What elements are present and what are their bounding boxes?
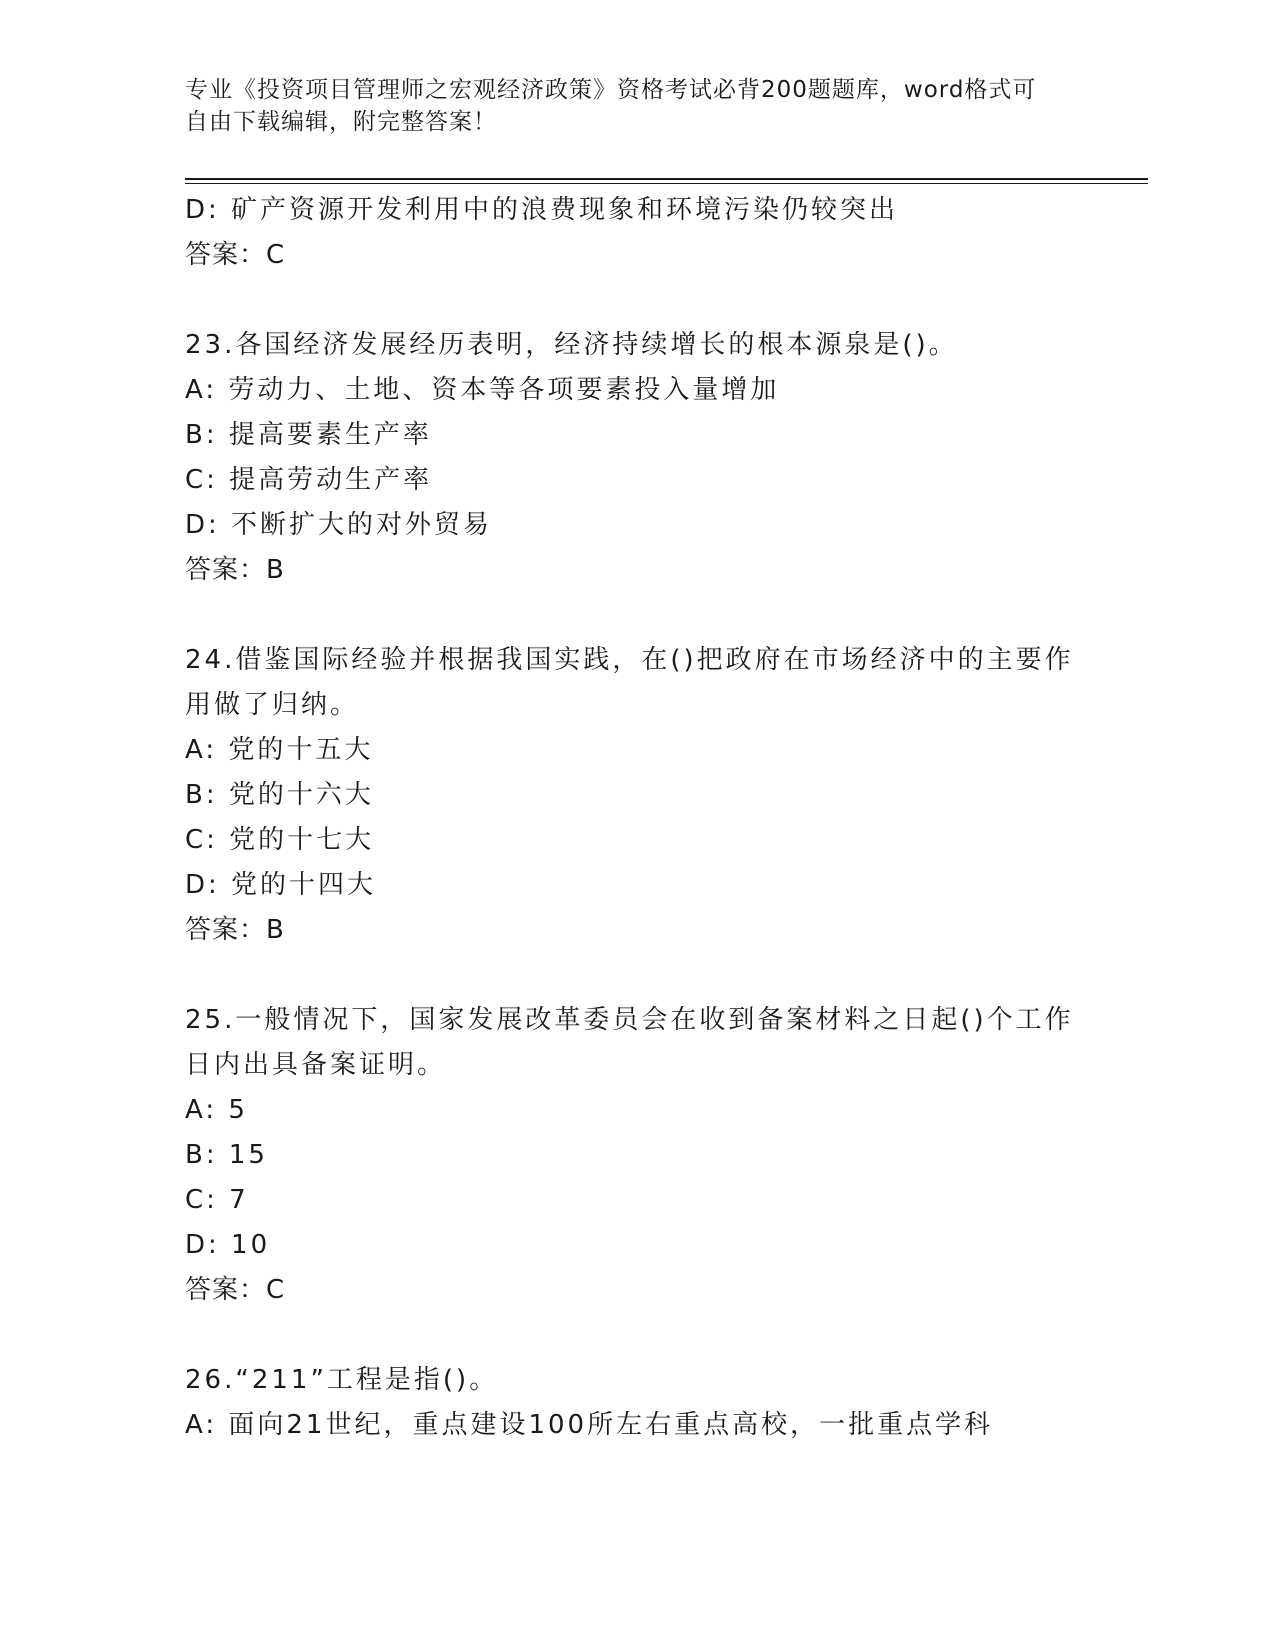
option-a: A: 面向21世纪，重点建设100所左右重点高校，一批重点学科 bbox=[185, 1410, 994, 1440]
question-stem-continued: 日内出具备案证明。 bbox=[185, 1050, 447, 1080]
option-b: B: 党的十六大 bbox=[185, 780, 374, 810]
question-23 bbox=[185, 323, 1085, 593]
option-a: A: 5 bbox=[185, 1095, 248, 1125]
document-body bbox=[185, 188, 1085, 1448]
question-stem-continued: 用做了归纳。 bbox=[185, 690, 360, 720]
question-stem: 25.一般情况下，国家发展改革委员会在收到备案材料之日起()个工作 bbox=[185, 1005, 1074, 1035]
question-answer: 答案：B bbox=[185, 555, 285, 585]
option-b: B: 15 bbox=[185, 1140, 268, 1170]
question-answer: 答案：C bbox=[185, 1275, 286, 1305]
question-26 bbox=[185, 1358, 1085, 1448]
option-b: B: 提高要素生产率 bbox=[185, 420, 432, 450]
option-c: C: 党的十七大 bbox=[185, 825, 375, 855]
option-d: D: 10 bbox=[185, 1230, 271, 1260]
question-25 bbox=[185, 998, 1085, 1313]
option-d: D: 不断扩大的对外贸易 bbox=[185, 510, 493, 540]
page-header bbox=[185, 74, 1085, 138]
question-stem: 26.“211”工程是指()。 bbox=[185, 1365, 499, 1395]
option-a: A: 劳动力、土地、资本等各项要素投入量增加 bbox=[185, 375, 780, 405]
header-line-2: 自由下载编辑，附完整答案！ bbox=[185, 109, 497, 135]
question-stem: 23.各国经济发展经历表明，经济持续增长的根本源泉是()。 bbox=[185, 330, 958, 360]
carryover-option-d: D: 矿产资源开发利用中的浪费现象和环境污染仍较突出 bbox=[185, 195, 899, 225]
option-d: D: 党的十四大 bbox=[185, 870, 377, 900]
option-a: A: 党的十五大 bbox=[185, 735, 374, 765]
header-line-1: 专业《投资项目管理师之宏观经济政策》资格考试必背200题题库，word格式可 bbox=[185, 77, 1037, 103]
question-stem: 24.借鉴国际经验并根据我国实践，在()把政府在市场经济中的主要作 bbox=[185, 645, 1074, 675]
header-rule-thick bbox=[185, 178, 1148, 180]
header-rule-thin bbox=[185, 183, 1148, 184]
option-c: C: 7 bbox=[185, 1185, 249, 1215]
question-answer: 答案：B bbox=[185, 915, 285, 945]
option-c: C: 提高劳动生产率 bbox=[185, 465, 433, 495]
carryover-answer: 答案：C bbox=[185, 240, 286, 270]
question-24 bbox=[185, 638, 1085, 953]
